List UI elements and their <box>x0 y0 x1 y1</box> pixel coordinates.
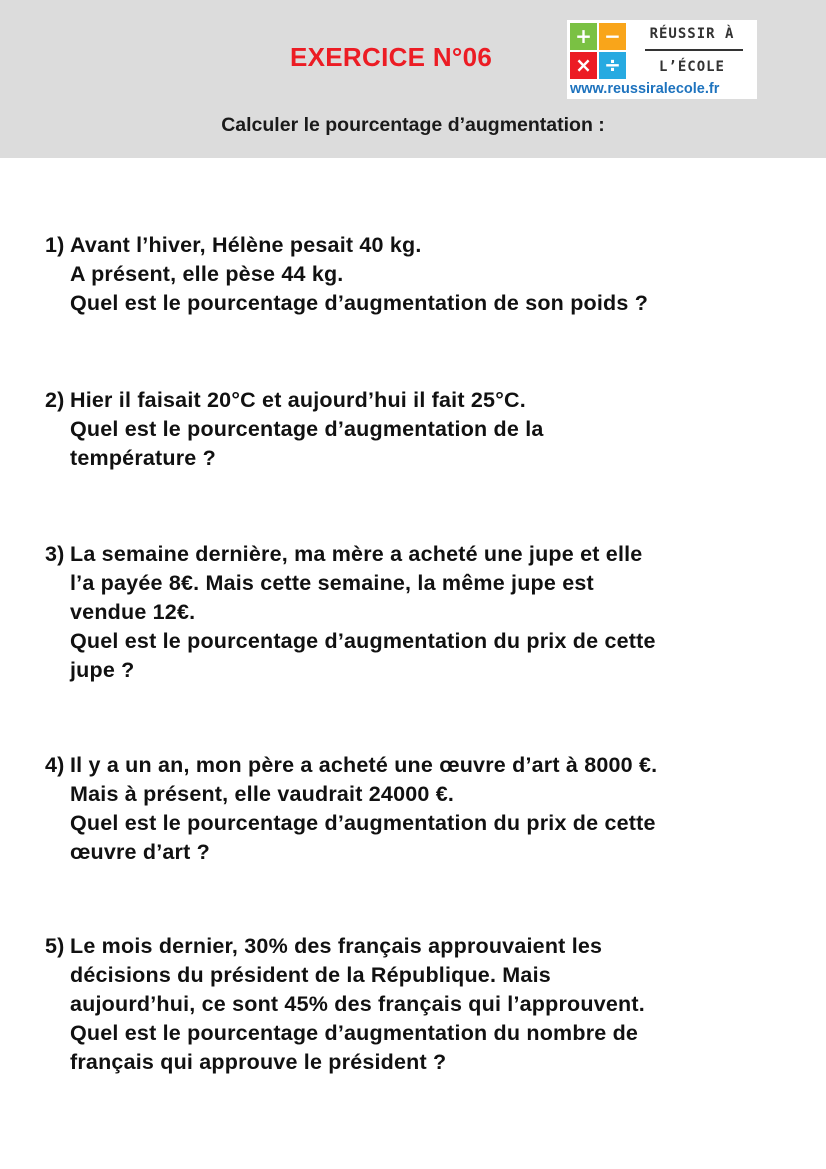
question-2 <box>45 386 785 473</box>
question-number: 3) <box>45 542 65 566</box>
question-number: 5) <box>45 934 65 958</box>
question-text: Le mois dernier, 30% des français approuvaient les décisions du président de la République. Mais aujourd’hui, ce sont 45% des français qui l’approuvent. Quel est le pourcentage d’augmentation du nombre de français qui approuve le président ? <box>70 934 645 1074</box>
exercise-instruction: Calculer le pourcentage d’augmentation : <box>221 114 605 136</box>
minus-icon: − <box>599 23 626 50</box>
question-text: La semaine dernière, ma mère a acheté une jupe et elle l’a payée 8€. Mais cette semaine, la même jupe est vendue 12€. Quel est le pourcentage d’augmentation du prix de cette jupe ? <box>70 542 656 682</box>
question-number: 2) <box>45 388 65 412</box>
question-text: Avant l’hiver, Hélène pesait 40 kg. A présent, elle pèse 44 kg. Quel est le pourcentage d’augmentation de son poids ? <box>70 233 649 315</box>
logo-text-line2: L’ÉCOLE <box>658 59 725 75</box>
exercise-title: EXERCICE N°06 <box>290 42 493 72</box>
question-3 <box>45 540 785 685</box>
question-1 <box>45 231 785 318</box>
logo-divider <box>645 49 743 51</box>
logo-text-line1: RÉUSSIR À <box>649 26 735 42</box>
divide-icon: ÷ <box>599 52 626 79</box>
question-5 <box>45 932 785 1077</box>
plus-icon: + <box>570 23 597 50</box>
question-number: 4) <box>45 753 65 777</box>
question-text: Hier il faisait 20°C et aujourd’hui il fait 25°C. Quel est le pourcentage d’augmentation de la température ? <box>70 388 544 470</box>
question-number: 1) <box>45 233 65 257</box>
question-text: Il y a un an, mon père a acheté une œuvre d’art à 8000 €. Mais à présent, elle vaudrait 24000 €. Quel est le pourcentage d’augmentation du prix de cette œuvre d’art ? <box>70 753 658 864</box>
question-4 <box>45 751 785 867</box>
site-logo[interactable] <box>567 20 757 99</box>
times-icon: × <box>570 52 597 79</box>
logo-url-link[interactable]: www.reussiralecole.fr <box>570 81 720 97</box>
